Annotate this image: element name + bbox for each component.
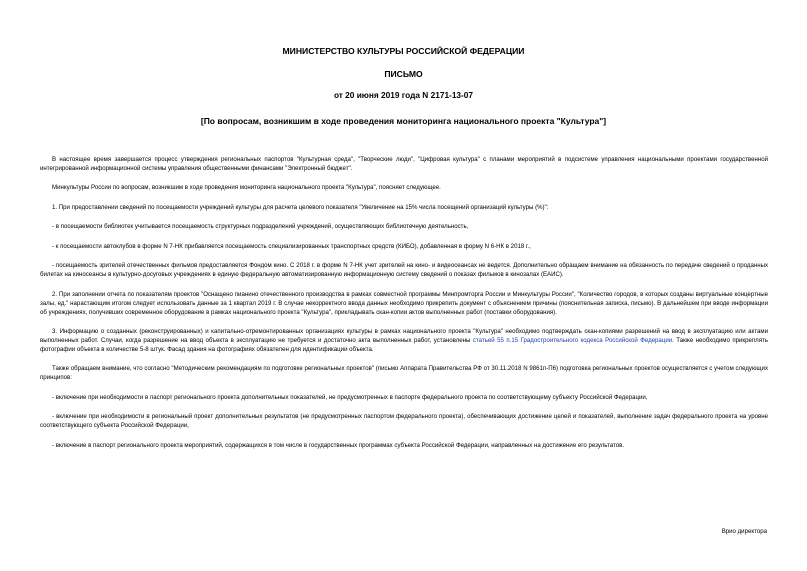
paragraph-methodology: Также обращаем внимание, что согласно "Методическим рекомендациям по подготовке региональных проектов" (письмо Аппарата Правительства РФ от 30.11.2018 N 9861п-П6) подготовка региональных проектов осуществляется с учетом следующих принципов: [40, 365, 768, 382]
doc-type: ПИСЬМО [384, 69, 423, 79]
paragraph-principle-3: - включение в паспорт регионального проекта мероприятий, содержащихся в том числе в государственных программах субъекта Российской Федерации, направленных на достижение его результатов. [52, 441, 625, 449]
paragraph-item-3-start: 3. Информацию о созданных (реконструированных) и капитально-отремонтированных организациях культуры в рамках национального проекта "Культура" необходимо подтверждать скан-копиями разрешений на ввод в эксплуатацию или актами выполненных работ. Случаи, когда разрешение на ввод объекта в эксплуатацию не требуется и достаточно акта выполненных работ, установлены [40, 328, 768, 345]
paragraph-item-3-end: . Также необходимо прикреплять фотографии объекта в количестве 5-8 штук. Фасад здания на фотографиях обязателен для идентификации объекта. [40, 337, 768, 353]
paragraph-autoclubs: - к посещаемости автоклубов в форме N 7-НК прибавляется посещаемость специализированных транспортных средств (КИБО), добавленная в форму N 6-НК в 2018 г., [52, 242, 531, 250]
paragraph-libraries: - в посещаемости библиотек учитывается посещаемость структурных подразделений учреждений, осуществляющих библиотечную деятельность, [52, 223, 469, 231]
paragraph-principle-1: - включение при необходимости в паспорт регионального проекта дополнительных показателей, не предусмотренных в паспорте федерального проекта по соответствующему субъекту Российской Федерации, [52, 393, 648, 401]
paragraph-principle-2: - включение при необходимости в региональный проект дополнительных результатов (не предусмотренных паспортом федерального проекта), обеспечивающих достижение целей и показателей, выполнение задач федерального проекта на уровне соответствующего субъекта Российской Федерации, [40, 413, 768, 430]
paragraph-item-2: 2. При заполнении отчета по показателям проектов "Оснащено пианино отечественного производства в рамках совместной программы Минпромторга России и Минкультуры России", "Количество городов, в которых созданы виртуальные концертные залы, ед." нарастающим итогом следует использовать данные за 1 квартал 2019 г. В случае некорректного ввода данных необходимо прикрепить документ с объяснением причины (пояснительная записка, письмо). В дальнейшем при вводе информации об учреждениях, получивших современное оборудование в рамках национального проекта "Культура", прикладывать скан-копии актов выполненных работ (поставки оборудования). [40, 290, 768, 316]
paragraph-films: - посещаемость зрителей отечественных фильмов предоставляется Фондом кино. С 2018 г. в форме N 7-НК учет зрителей на кино- и видеосеансах не ведется. Дополнительно обращаем внимание на обязанность по передаче сведений о проданных билетах на киносеансы в культурно-досуговых учреждениях в единую федеральную автоматизированную информационную систему сведений о показах фильмов в кинозалах (ЕАИС). [40, 262, 768, 279]
paragraph-item-3 [40, 328, 768, 355]
signature: Врио директора [721, 528, 767, 535]
document-body [40, 156, 768, 461]
doc-subject: [По вопросам, возникшим в ходе проведения мониторинга национального проекта "Культура"] [200, 116, 607, 126]
paragraph-item-1: 1. При предоставлении сведений по посещаемости учреждений культуры для расчета целевого показателя "Увеличение на 15% числа посещений организаций культуры (%)": [52, 203, 549, 211]
ministry-title: МИНИСТЕРСТВО КУЛЬТУРЫ РОССИЙСКОЙ ФЕДЕРАЦИИ [282, 46, 525, 56]
gradcode-article-link[interactable]: статьей 55 п.15 Градостроительного кодекса Российской Федерации [472, 337, 673, 345]
paragraph-explanation: Минкультуры России по вопросам, возникшим в ходе проведения мониторинга национального проекта "Культура", поясняет следующее. [52, 184, 441, 192]
doc-date: от 20 июня 2019 года N 2171-13-07 [333, 90, 474, 100]
paragraph-intro: В настоящее время завершается процесс утверждения региональных паспортов "Культурная среда", "Творческие люди", "Цифровая культура" с планами мероприятий в подсистеме управления национальными проектами государственной интегрированной информационной системы управления общественными финансами "Электронный бюджет". [40, 156, 768, 172]
